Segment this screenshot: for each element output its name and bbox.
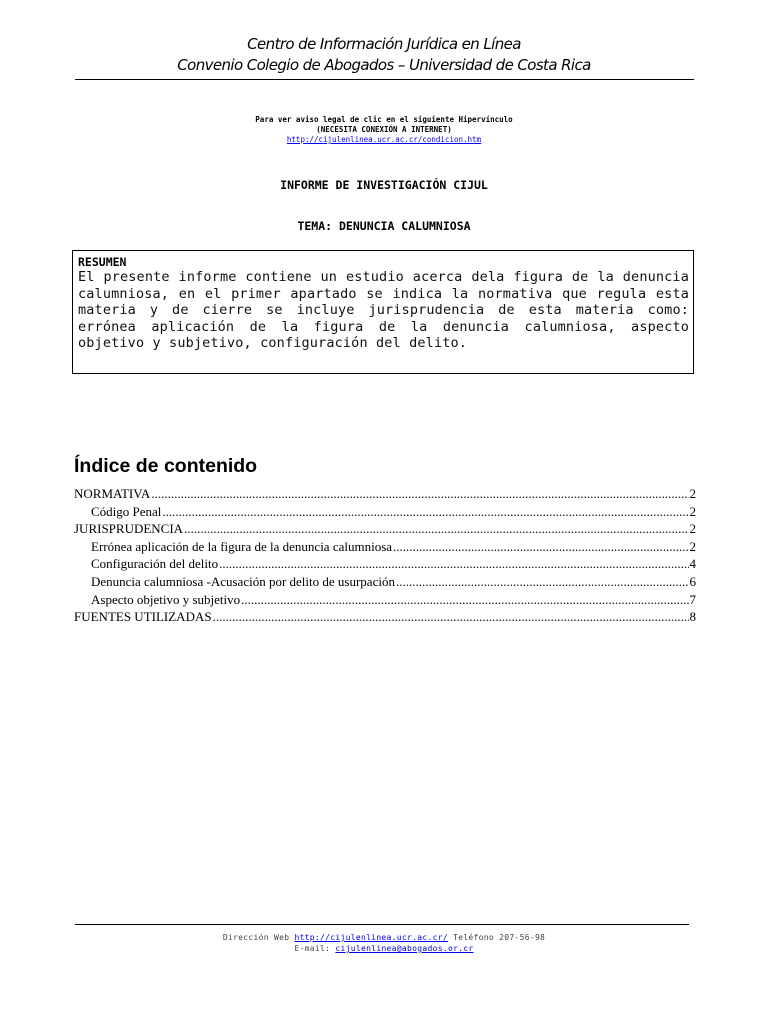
- toc-entry-erronea-aplicacion[interactable]: [74, 538, 696, 556]
- toc-leader-dots: [241, 591, 688, 609]
- toc-entry-page: 4: [689, 556, 696, 572]
- toc-entry-jurisprudencia[interactable]: [74, 520, 696, 538]
- footer-phone: Teléfono 207-56-98: [453, 933, 546, 942]
- header-line-1: Centro de Información Jurídica en Línea: [247, 35, 521, 53]
- toc-entry-label: Configuración del delito: [91, 556, 219, 572]
- legal-notice-link[interactable]: http://cijulenlinea.ucr.ac.cr/condicion.htm: [286, 135, 482, 144]
- footer-address-label: Dirección Web: [222, 933, 290, 942]
- toc-entry-page: 2: [689, 538, 696, 554]
- header-divider: [75, 79, 694, 80]
- toc-title: Índice de contenido: [74, 455, 258, 477]
- toc-entry-label: Aspecto objetivo y subjetivo: [91, 591, 241, 607]
- footer-address-link[interactable]: http://cijulenlinea.ucr.ac.cr/: [294, 933, 448, 942]
- legal-notice: [0, 115, 768, 145]
- toc-entry-configuracion-delito[interactable]: [74, 555, 696, 573]
- header-line-2: Convenio Colegio de Abogados – Universidad de Costa Rica: [177, 56, 591, 74]
- toc-entry-page: 8: [689, 609, 696, 625]
- summary-box: [72, 250, 694, 374]
- footer-divider: [75, 924, 689, 925]
- toc-entry-label: Código Penal: [91, 503, 162, 519]
- document-footer: [0, 932, 768, 954]
- toc-entry-fuentes-utilizadas[interactable]: [74, 608, 696, 626]
- document-header: [0, 34, 768, 76]
- toc-entry-label: FUENTES UTILIZADAS: [74, 609, 212, 625]
- toc-entry-label: JURISPRUDENCIA: [74, 521, 184, 537]
- table-of-contents: [74, 485, 696, 626]
- toc-leader-dots: [219, 555, 688, 573]
- report-title: INFORME DE INVESTIGACIÓN CIJUL: [280, 178, 488, 192]
- toc-entry-normativa[interactable]: [74, 485, 696, 503]
- footer-email-label: E-mail:: [294, 944, 331, 953]
- toc-leader-dots: [151, 485, 688, 503]
- toc-entry-label: NORMATIVA: [74, 486, 151, 501]
- toc-leader-dots: [213, 608, 689, 626]
- toc-entry-page: 2: [689, 486, 696, 501]
- toc-entry-aspecto-objetivo[interactable]: [74, 591, 696, 609]
- toc-entry-codigo-penal[interactable]: [74, 503, 696, 521]
- report-topic: TEMA: DENUNCIA CALUMNIOSA: [297, 219, 471, 233]
- toc-entry-page: 2: [689, 503, 696, 519]
- toc-entry-label: Denuncia calumniosa -Acusación por delito de usurpación: [91, 573, 395, 589]
- toc-entry-page: 6: [689, 573, 696, 589]
- toc-leader-dots: [393, 538, 688, 556]
- toc-entry-page: 2: [689, 521, 696, 537]
- legal-notice-connection: (NECESITA CONEXIÓN A INTERNET): [316, 125, 452, 134]
- footer-email-link[interactable]: cijulenlinea@abogados.or.cr: [335, 944, 474, 953]
- toc-leader-dots: [184, 520, 688, 538]
- toc-entry-label: Errónea aplicación de la figura de la denuncia calumniosa: [91, 538, 393, 554]
- toc-leader-dots: [396, 573, 689, 591]
- summary-text: El presente informe contiene un estudio acerca dela figura de la denuncia calumniosa, en el primer apartado se indica la normativa que regula esta materia y de cierre se incluye jurisprudencia de esta materia como: errónea aplicación de la figura de la denuncia calumniosa, aspecto objetivo y subjetivo, configuración del delito.: [78, 269, 689, 352]
- toc-entry-denuncia-usurpacion[interactable]: [74, 573, 696, 591]
- legal-notice-text: Para ver aviso legal de clic en el siguiente Hipervínculo: [255, 115, 513, 124]
- toc-entry-page: 7: [689, 591, 696, 607]
- toc-leader-dots: [162, 503, 688, 521]
- summary-heading: RESUMEN: [78, 255, 127, 269]
